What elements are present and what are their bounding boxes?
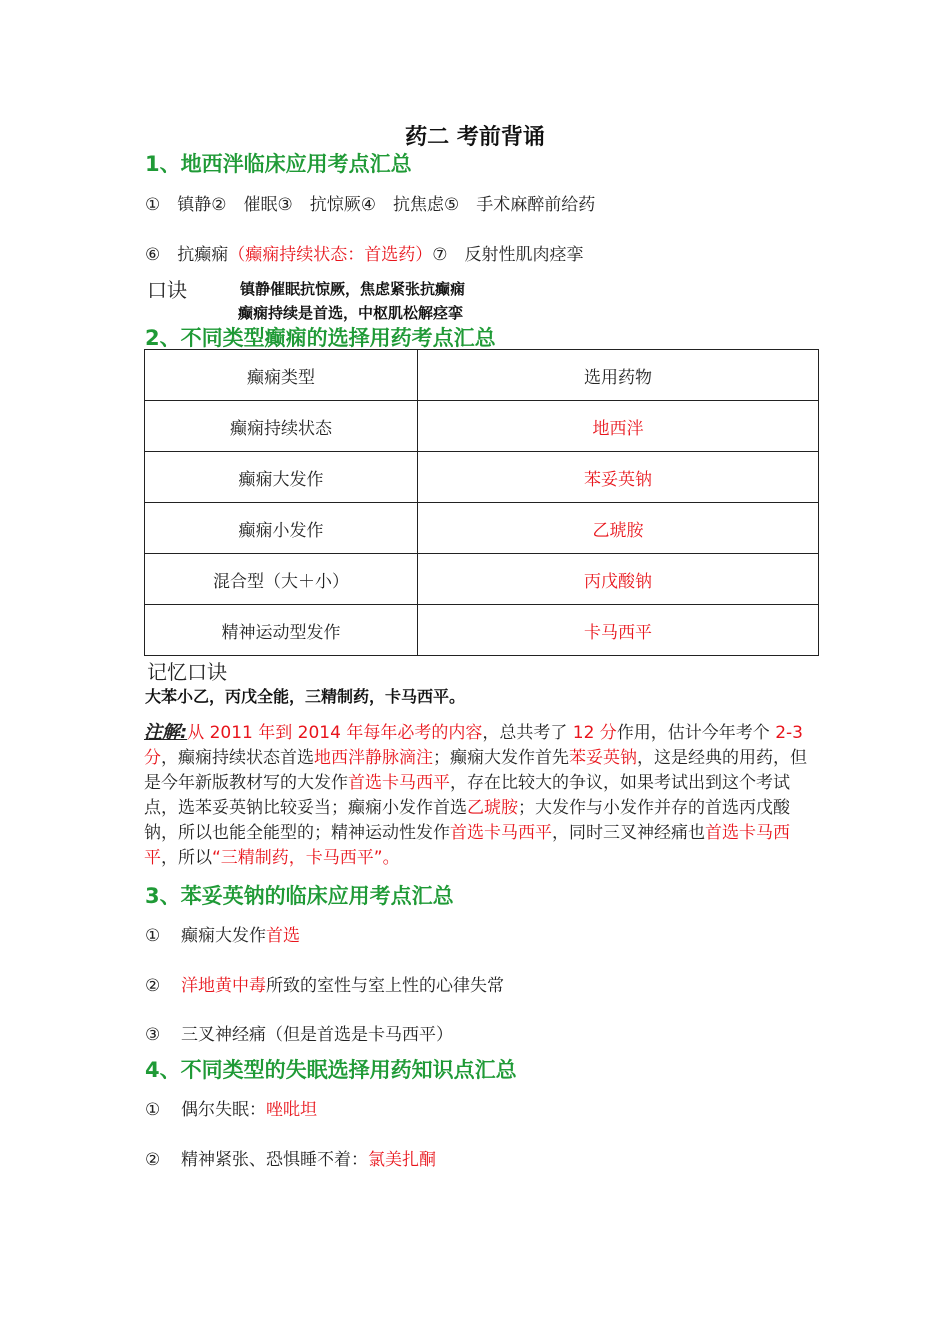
s3-list-item-2 <box>145 971 504 996</box>
list-text: 癫痫大发作 <box>181 926 266 946</box>
memory-text: 大苯小乙，丙戊全能，三精制药，卡马西平。 <box>145 687 466 706</box>
list-number: ② <box>145 1150 161 1170</box>
table-row <box>145 401 819 452</box>
note-span: 地西泮静脉滴注 <box>314 748 433 768</box>
note-span: ，这是经典的用药，但是今年新版教材写的大发作 <box>144 748 807 793</box>
table-cell-drug: 苯妥英钠 <box>418 452 819 503</box>
table-row <box>145 554 819 605</box>
page-title: 药二 考前背诵 <box>405 125 545 150</box>
table-cell-drug: 地西泮 <box>418 401 819 452</box>
note-span: ；大发作与小发作并存的首选丙戊酸钠，所以也能全能型的；精神运动性发作 <box>144 798 790 843</box>
s3-list-item-3 <box>145 1020 453 1045</box>
table-row <box>145 452 819 503</box>
table-cell-drug: 乙琥胺 <box>418 503 819 554</box>
note-span: 首选卡马西平 <box>348 773 450 793</box>
s1-line2-highlight: （癫痫持续状态：首选药） <box>228 245 433 265</box>
s1-line2-text-b: ⑦ 反射性肌肉痉挛 <box>432 245 584 265</box>
section-2-heading: 2、不同类型癫痫的选择用药考点汇总 <box>145 326 496 350</box>
table-row <box>145 503 819 554</box>
note-span: ；癫痫大发作首先 <box>433 748 569 768</box>
memory-label: 记忆口诀 <box>147 660 227 684</box>
table-cell-type: 混合型（大＋小） <box>145 554 418 605</box>
table-header-row <box>145 350 819 401</box>
note-span: ，癫痫持续状态首选 <box>161 748 314 768</box>
table-row <box>145 605 819 656</box>
list-number: ① <box>145 926 161 946</box>
mnemonic-line-2: 癫痫持续是首选，中枢肌松解痉挛 <box>238 304 464 322</box>
list-number: ① <box>145 1100 161 1120</box>
table-header-cell: 选用药物 <box>418 350 819 401</box>
table-cell-type: 癫痫小发作 <box>145 503 418 554</box>
list-text: 三叉神经痛（但是首选是卡马西平） <box>181 1025 453 1045</box>
list-highlight: 唑吡坦 <box>266 1100 317 1120</box>
note-span: ，总共考了 <box>482 723 573 743</box>
list-text: 精神紧张、恐惧睡不着： <box>181 1150 368 1170</box>
section-3-heading: 3、苯妥英钠的临床应用考点汇总 <box>145 884 454 908</box>
note-span: 首选卡马西平 <box>144 823 790 868</box>
note-span: ，存在比较大的争议，如果考试出到这个考试点，选苯妥英钠比较妥当；癫痫小发作首选 <box>144 773 790 818</box>
list-text: 偶尔失眠： <box>181 1100 266 1120</box>
note-span: 作用，估计今年考个 <box>616 723 776 743</box>
table-cell-drug: 丙戊酸钠 <box>418 554 819 605</box>
note-span: 苯妥英钠 <box>569 748 637 768</box>
s1-list-line-1: ① 镇静② 催眠③ 抗惊厥④ 抗焦虑⑤ 手术麻醉前给药 <box>145 195 596 215</box>
mnemonic-line-1: 镇静催眠抗惊厥，焦虑紧张抗癫痫 <box>240 280 466 298</box>
note-span: “三精制药，卡马西平”。 <box>212 848 400 868</box>
table-cell-drug: 卡马西平 <box>418 605 819 656</box>
list-number: ③ <box>145 1025 161 1045</box>
list-highlight: 洋地黄中毒 <box>181 976 266 996</box>
section-4-heading: 4、不同类型的失眠选择用药知识点汇总 <box>145 1058 517 1082</box>
note-span: 2-3 分 <box>144 723 803 768</box>
section-1-heading: 1、地西泮临床应用考点汇总 <box>145 152 412 176</box>
annotation-paragraph <box>144 720 810 871</box>
table-cell-type: 癫痫持续状态 <box>145 401 418 452</box>
list-highlight: 氯美扎酮 <box>368 1150 436 1170</box>
note-span: 12 分 <box>572 723 617 743</box>
list-text: 所致的室性与室上性的心律失常 <box>266 976 504 996</box>
s1-line2-text-a: ⑥ 抗癫痫 <box>145 245 229 265</box>
s4-list-item-2 <box>145 1145 436 1170</box>
table-header-cell: 癫痫类型 <box>145 350 418 401</box>
table-cell-type: 癫痫大发作 <box>145 452 418 503</box>
s1-list-line-2 <box>145 240 584 265</box>
note-span: 从 2011 年到 2014 年每年必考的内容 <box>187 723 483 743</box>
table-cell-type: 精神运动型发作 <box>145 605 418 656</box>
note-span: ，所以 <box>161 848 212 868</box>
note-span: 首选卡马西平 <box>450 823 552 843</box>
s4-list-item-1 <box>145 1095 317 1120</box>
s3-list-item-1 <box>145 921 300 946</box>
mnemonic-label: 口诀 <box>147 278 187 302</box>
list-highlight: 首选 <box>266 926 300 946</box>
note-span: 乙琥胺 <box>467 798 518 818</box>
epilepsy-drug-table <box>144 349 819 656</box>
note-span: ，同时三叉神经痛也 <box>552 823 705 843</box>
list-number: ② <box>145 976 161 996</box>
annotation-label: 注解: <box>144 722 188 743</box>
